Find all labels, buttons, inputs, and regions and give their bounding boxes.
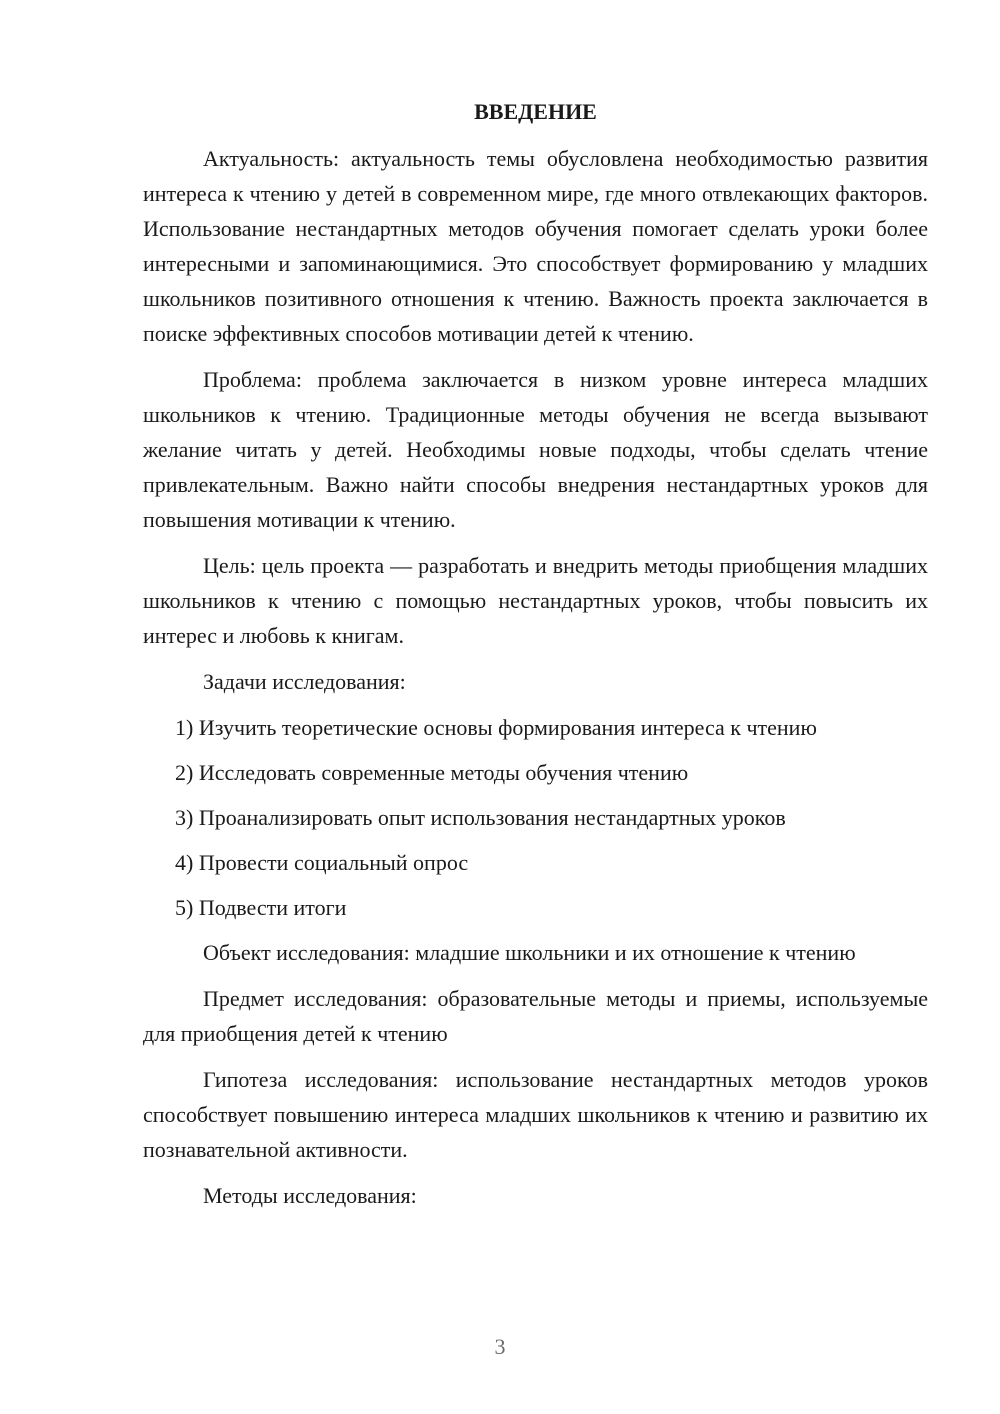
list-item: 3) Проанализировать опыт использования нестандартных уроков xyxy=(175,805,786,830)
paragraph-goal: Цель: цель проекта — разработать и внедрить методы приобщения младших школьников к чтению с помощью нестандартных уроков, чтобы повысить их интерес и любовь к книгам. xyxy=(143,553,928,648)
page-number: 3 xyxy=(494,1334,506,1359)
section-title: ВВЕДЕНИЕ xyxy=(474,99,597,124)
paragraph-object: Объект исследования: младшие школьники и их отношение к чтению xyxy=(203,940,856,965)
list-item: 2) Исследовать современные методы обучения чтению xyxy=(175,760,689,785)
page-content xyxy=(143,94,928,1224)
paragraph-relevance: Актуальность: актуальность темы обусловлена необходимостью развития интереса к чтению у детей в современном мире, где много отвлекающих факторов. Использование нестандартных методов обучения помогает сделать уроки более интересными и запоминающимися. Это способствует формированию у младших школьников позитивного отношения к чтению. Важность проекта заключается в поиске эффективных способов мотивации детей к чтению. xyxy=(143,146,928,346)
paragraph-problem: Проблема: проблема заключается в низком уровне интереса младших школьников к чтению. Традиционные методы обучения не всегда вызывают желание читать у детей. Необходимы новые подходы, чтобы сделать чтение привлекательным. Важно найти способы внедрения нестандартных уроков для повышения мотивации к чтению. xyxy=(143,367,928,532)
list-item: 5) Подвести итоги xyxy=(175,895,347,920)
paragraph-hypothesis: Гипотеза исследования: использование нестандартных методов уроков способствует повышению интереса младших школьников к чтению и развитию их познавательной активности. xyxy=(143,1067,928,1162)
paragraph-methods: Методы исследования: xyxy=(203,1183,417,1208)
paragraph-subject: Предмет исследования: образовательные методы и приемы, используемые для приобщения детей к чтению xyxy=(143,986,928,1046)
list-item: 4) Провести социальный опрос xyxy=(175,850,469,875)
paragraph-tasks-heading: Задачи исследования: xyxy=(203,669,406,694)
list-item: 1) Изучить теоретические основы формирования интереса к чтению xyxy=(175,715,817,740)
